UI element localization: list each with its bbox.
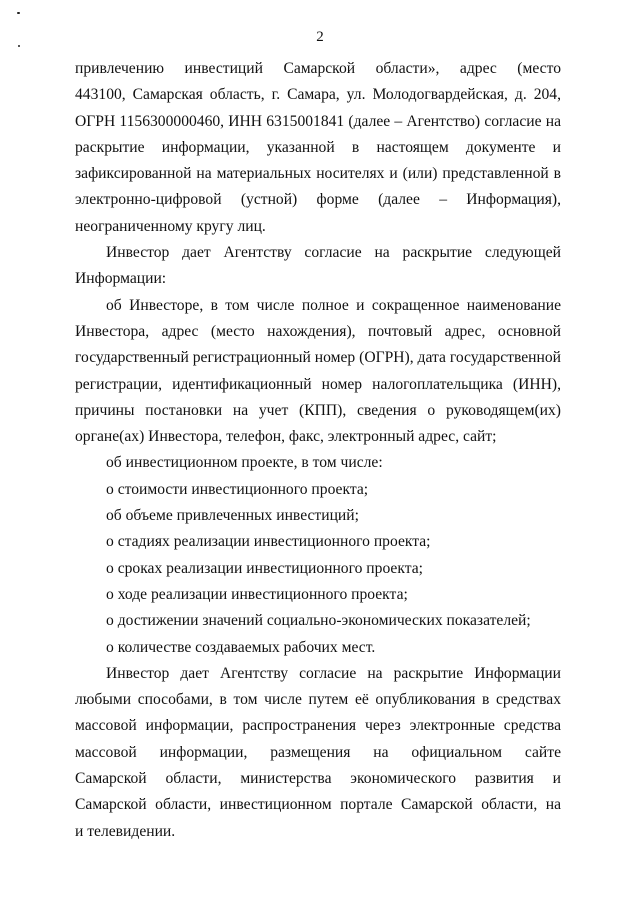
list-item: о достижении значений социально-экономических показателей; — [106, 612, 531, 630]
paragraph-disclosure-methods — [75, 661, 561, 845]
list-item: об инвестиционном проекте, в том числе: — [106, 454, 383, 472]
document-body — [75, 56, 561, 845]
text-line: регистрации, идентификационный номер налогоплательщика (ИНН), — [75, 375, 561, 393]
list-item: о ходе реализации инвестиционного проекта; — [106, 585, 408, 603]
text-line: Самарской области, министерства экономического развития и — [75, 770, 561, 788]
text-line: и телевидении. — [75, 822, 176, 840]
text-line: зафиксированной на материальных носителях и (или) представленной в — [75, 165, 561, 183]
text-line: массовой информации, распространения через электронные средства — [75, 717, 561, 735]
text-line: неограниченному кругу лиц. — [75, 217, 266, 235]
paragraph-agency-consent — [75, 56, 561, 240]
text-line: раскрытие информации, указанной в настоящем документе и — [75, 138, 561, 156]
text-line: любыми способами, в том числе путем её опубликования в средствах — [75, 691, 561, 709]
project-info-list — [75, 450, 561, 660]
text-line: причины постановки на учет (КПП), сведения о руководящем(их) — [75, 401, 561, 419]
text-line: электронно-цифровой (устной) форме (далее – Информация), — [75, 191, 561, 209]
text-line: ОГРН 1156300000460, ИНН 6315001841 (далее – Агентство) согласие на — [75, 112, 561, 130]
text-line: органе(ах) Инвестора, телефон, факс, электронный адрес, сайт; — [75, 428, 497, 446]
text-line: привлечению инвестиций Самарской области», адрес (место — [75, 60, 561, 77]
text-line: 443100, Самарская область, г. Самара, ул. Молодогвардейская, д. 204, — [75, 86, 561, 104]
list-item: об объеме привлеченных инвестиций; — [106, 507, 359, 525]
text-line: массовой информации, размещения на официальном сайте — [75, 743, 561, 761]
text-line: Инвестор дает Агентству согласие на раскрытие следующей — [106, 244, 561, 262]
scan-speck — [17, 12, 20, 14]
text-line: Информации: — [75, 270, 167, 288]
list-item: о стадиях реализации инвестиционного проекта; — [106, 533, 431, 551]
text-line: Инвестор дает Агентству согласие на раскрытие Информации — [106, 664, 561, 682]
text-line: государственный регистрационный номер (ОГРН), дата государственной — [75, 349, 561, 367]
text-line: об Инвесторе, в том числе полное и сокращенное наименование — [106, 296, 561, 314]
list-item: о количестве создаваемых рабочих мест. — [106, 638, 376, 656]
text-line: Инвестора, адрес (место нахождения), почтовый адрес, основной — [75, 322, 561, 340]
text-line: Самарской области, инвестиционном портале Самарской области, на — [75, 796, 561, 814]
paragraph-investor-info — [75, 293, 561, 451]
list-item: о стоимости инвестиционного проекта; — [106, 480, 369, 498]
paragraph-disclosure-intro — [75, 240, 561, 293]
page-number: 2 — [316, 29, 324, 45]
list-item: о сроках реализации инвестиционного проекта; — [106, 559, 423, 577]
